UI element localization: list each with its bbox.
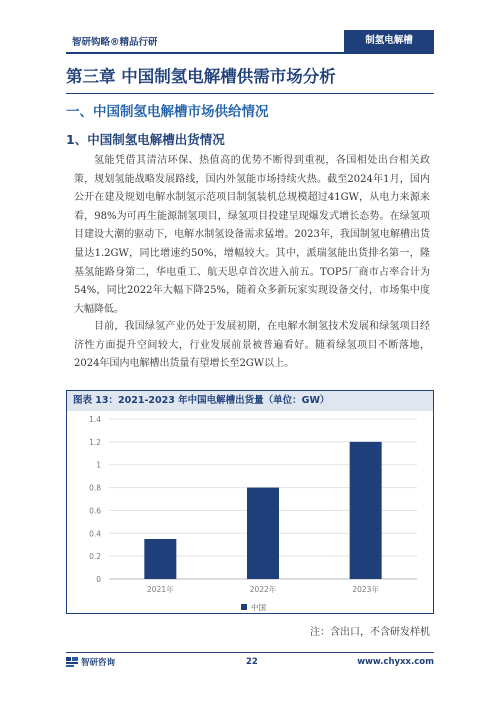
y-tick-label: 1.2	[89, 437, 101, 447]
header-section-tab: 制氢电解槽	[344, 30, 434, 52]
chart-note: 注：含出口，不含研发样机	[310, 627, 430, 638]
subsection-title: 1、中国制氢电解槽出货情况	[66, 132, 225, 147]
y-tick-label: 1	[96, 460, 101, 470]
bar-2021年	[144, 539, 176, 579]
y-tick-label: 0	[96, 575, 101, 584]
footer-website: www.chyxx.com	[357, 657, 434, 667]
legend-swatch	[241, 604, 247, 610]
paragraph-1: 氢能凭借其清洁环保、热值高的优势不断得到重视，各国相处出台相关政策，规划氢能战略发展路线，国内外氢能市场持续火热。截至2024年1月，国内公开在建及规划电解水制氢示范项目制氢装机总规模超过41GW，从电力来源来看，98%为可再生能源制氢项目，绿氢项目投建呈现爆发式增长态势。在绿氢项目建设大潮的驱动下，电解水制氢设备需求猛增。2023年，我国制氢电解槽出货量达1.2GW，同比增速约50%，增幅较大。其中，派瑞氢能出货排名第一，隆基氢能路身第二，华电重工、航天思卓首次进入前五。TOP5厂商市占率合计为54%，同比2022年大幅下降25%，随着众多新玩家实现设备交付，市场集中度大幅降低。	[74, 155, 430, 315]
section-title: 一、中国制氢电解槽市场供给情况	[66, 104, 269, 120]
footer-logo	[66, 656, 115, 668]
chart-title: 图表 13：2021-2023 年中国电解槽出货量（单位：GW）	[67, 391, 433, 411]
x-tick-label: 2022年	[249, 585, 277, 594]
chapter-title: 第三章 中国制氢电解槽供需市场分析	[66, 63, 434, 94]
page-footer	[66, 652, 434, 669]
y-tick-label: 0.6	[89, 506, 101, 516]
paragraph-2: 目前，我国绿氢产业仍处于发展初期，在电解水制氢技术发展和绿氢项目经济性方面提升空间较大，行业发展前景被普遍看好。随着绿氢项目不断落地，2024年国内电解槽出货量有望增长至2GW以上。	[74, 321, 430, 370]
bar-chart	[67, 411, 432, 611]
legend-label: 中国	[251, 603, 266, 611]
y-tick-label: 0.4	[89, 529, 101, 539]
page-header	[66, 30, 434, 54]
bar-2022年	[247, 488, 279, 579]
header-brand: 智研钩略®精品行研	[72, 37, 158, 48]
y-tick-label: 0.2	[89, 552, 101, 562]
x-tick-label: 2023年	[352, 585, 379, 594]
y-tick-label: 1.4	[89, 415, 101, 424]
company-logo-icon	[66, 657, 78, 667]
bar-2023年	[350, 442, 382, 579]
y-tick-label: 0.8	[89, 483, 101, 493]
page-number: 22	[246, 657, 258, 667]
footer-company: 智研咨询	[81, 658, 116, 668]
x-tick-label: 2021年	[147, 585, 174, 594]
chart-figure	[66, 390, 434, 614]
